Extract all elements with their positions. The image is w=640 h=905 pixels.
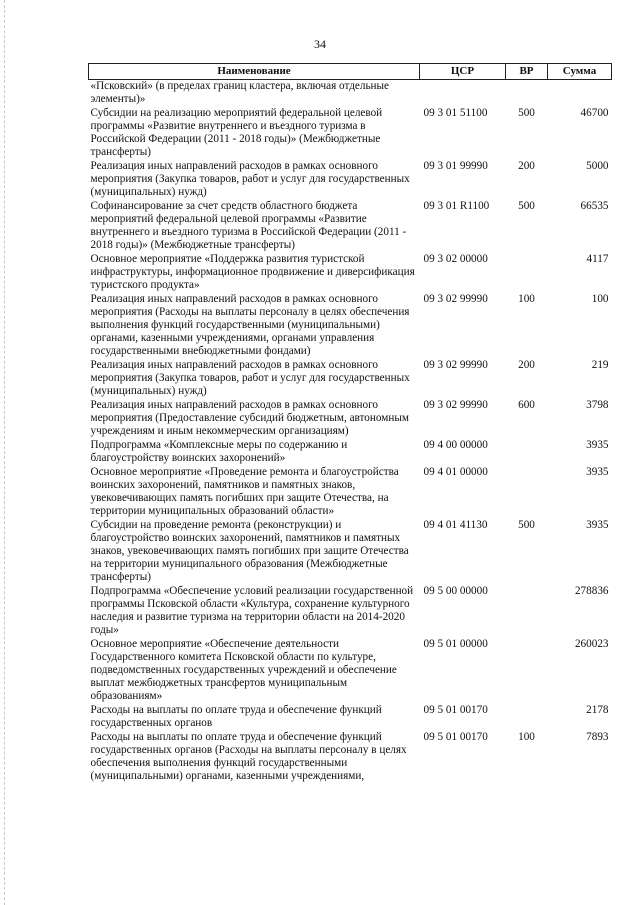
row-csr: 09 5 01 00170 xyxy=(423,704,488,716)
row-vr xyxy=(506,585,548,638)
row-name: Расходы на выплаты по оплате труда и обеспечение функций государственных органов xyxy=(90,704,382,729)
table-row xyxy=(89,80,612,108)
row-sum: 46700 xyxy=(580,107,609,119)
row-vr: 600 xyxy=(518,399,535,411)
row-csr: 09 3 02 99990 xyxy=(423,359,488,371)
row-name: Субсидии на реализацию мероприятий федеральной целевой программы «Развитие внутреннего и въездного туризма в Российской Федерации (2011 - 2018 годы)» (Межбюджетные трансферты) xyxy=(90,107,383,158)
row-csr: 09 3 01 R1100 xyxy=(423,200,490,212)
row-csr: 09 3 01 99990 xyxy=(423,160,488,172)
row-name: Основное мероприятие «Проведение ремонта и благоустройства воинских захоронений, памятников и памятных знаков, увековечивающих память погибших при защите Отечества, на территории муниципальных образований области» xyxy=(90,466,399,517)
row-name: Расходы на выплаты по оплате труда и обеспечение функций государственных органов (Расходы на выплаты персоналу в целях обеспечения выполнения функций государственными (муниципальными) органами, казенными учреждениями, xyxy=(90,731,407,782)
row-sum: 66535 xyxy=(580,200,609,212)
row-csr: 09 5 00 00000 xyxy=(423,585,488,597)
table-row xyxy=(89,519,612,585)
row-name: «Псковский» (в пределах границ кластера, включая отдельные элементы)» xyxy=(90,80,390,105)
row-name: Реализация иных направлений расходов в рамках основного мероприятия (Закупка товаров, работ и услуг для государственных (муниципальных) нужд) xyxy=(90,359,410,397)
row-csr: 09 3 02 99990 xyxy=(423,293,488,305)
row-vr: 200 xyxy=(518,160,535,172)
table-row xyxy=(89,704,612,731)
row-sum: 260023 xyxy=(574,638,609,650)
row-name: Реализация иных направлений расходов в рамках основного мероприятия (Расходы на выплаты персоналу в целях обеспечения выполнения функций государственными (муниципальными) органами, казенными учреждениями, органами управления государственными внебюджетными фондами) xyxy=(90,293,410,357)
table-row xyxy=(89,638,612,704)
row-csr: 09 3 02 99990 xyxy=(423,399,488,411)
table-row xyxy=(89,359,612,399)
row-csr: 09 4 00 00000 xyxy=(423,439,488,451)
row-sum: 3935 xyxy=(586,439,609,451)
row-name: Подпрограмма «Обеспечение условий реализации государственной программы Псковской области «Культура, сохранение культурного наследия и развитие туризма на территории области на 2014-2020 годы» xyxy=(90,585,414,636)
row-sum: 219 xyxy=(591,359,609,371)
header-csr: ЦСР xyxy=(420,64,506,80)
row-csr: 09 5 01 00170 xyxy=(423,731,488,743)
row-csr: 09 4 01 41130 xyxy=(423,519,488,531)
row-sum xyxy=(548,80,612,108)
table-row xyxy=(89,439,612,466)
row-vr xyxy=(506,638,548,704)
table-row xyxy=(89,107,612,160)
row-vr xyxy=(506,704,548,731)
row-sum: 3935 xyxy=(586,466,609,478)
table-row xyxy=(89,399,612,439)
row-name: Субсидии на проведение ремонта (реконструкции) и благоустройство воинских захоронений, памятников и памятных знаков, увековечивающих память погибших при защите Отечества на территории муниципального образования (Межбюджетные трансферты) xyxy=(90,519,409,583)
row-csr: 09 3 01 51100 xyxy=(423,107,488,119)
table-row xyxy=(89,293,612,359)
row-sum: 3798 xyxy=(586,399,609,411)
row-sum: 5000 xyxy=(586,160,609,172)
page-number: 34 xyxy=(314,37,326,51)
row-sum: 100 xyxy=(591,293,609,305)
table-body xyxy=(89,80,612,785)
row-csr: 09 3 02 00000 xyxy=(423,253,488,265)
row-name: Основное мероприятие «Поддержка развития туристской инфраструктуры, информационное продвижение и диверсификация туристского продукта» xyxy=(90,253,415,291)
row-sum: 2178 xyxy=(586,704,609,716)
row-vr: 500 xyxy=(518,519,535,531)
table-row xyxy=(89,466,612,519)
row-vr: 200 xyxy=(518,359,535,371)
row-vr: 100 xyxy=(518,293,535,305)
table-row xyxy=(89,200,612,253)
row-vr: 500 xyxy=(518,200,535,212)
row-csr: 09 5 01 00000 xyxy=(423,638,488,650)
header-sum: Сумма xyxy=(548,64,612,80)
row-name: Реализация иных направлений расходов в рамках основного мероприятия (Предоставление субсидий бюджетным, автономным учреждениям и иным некоммерческим организациям) xyxy=(90,399,409,437)
row-sum: 7893 xyxy=(586,731,609,743)
row-name: Подпрограмма «Комплексные меры по содержанию и благоустройству воинских захоронений» xyxy=(90,439,348,464)
header-name: Наименование xyxy=(89,64,420,80)
table-row xyxy=(89,253,612,293)
table-row xyxy=(89,585,612,638)
row-csr: 09 4 01 00000 xyxy=(423,466,488,478)
row-name: Реализация иных направлений расходов в рамках основного мероприятия (Закупка товаров, работ и услуг для государственных (муниципальных) нужд) xyxy=(90,160,410,198)
table-row xyxy=(89,731,612,784)
row-vr xyxy=(506,80,548,108)
row-sum: 3935 xyxy=(586,519,609,531)
table-header-row xyxy=(89,64,612,80)
page-edge-rule xyxy=(4,0,5,905)
row-sum: 278836 xyxy=(574,585,609,597)
row-name: Основное мероприятие «Обеспечение деятельности Государственного комитета Псковской области по культуре, подведомственных государственных учреждений и обеспечение выплат межбюджетных трансфертов муниципальным образованиям» xyxy=(90,638,397,702)
table-row xyxy=(89,160,612,200)
row-csr xyxy=(420,80,506,108)
row-vr xyxy=(506,253,548,293)
header-vr: ВР xyxy=(506,64,548,80)
row-vr: 100 xyxy=(518,731,535,743)
row-name: Софинансирование за счет средств областного бюджета мероприятий федеральной целевой программы «Развитие внутреннего и въездного туризма в Российской Федерации (2011 - 2018 годы)» (Межбюджетные трансферты) xyxy=(90,200,407,251)
row-vr xyxy=(506,466,548,519)
row-vr: 500 xyxy=(518,107,535,119)
row-vr xyxy=(506,439,548,466)
row-sum: 4117 xyxy=(586,253,609,265)
budget-table xyxy=(88,63,612,784)
